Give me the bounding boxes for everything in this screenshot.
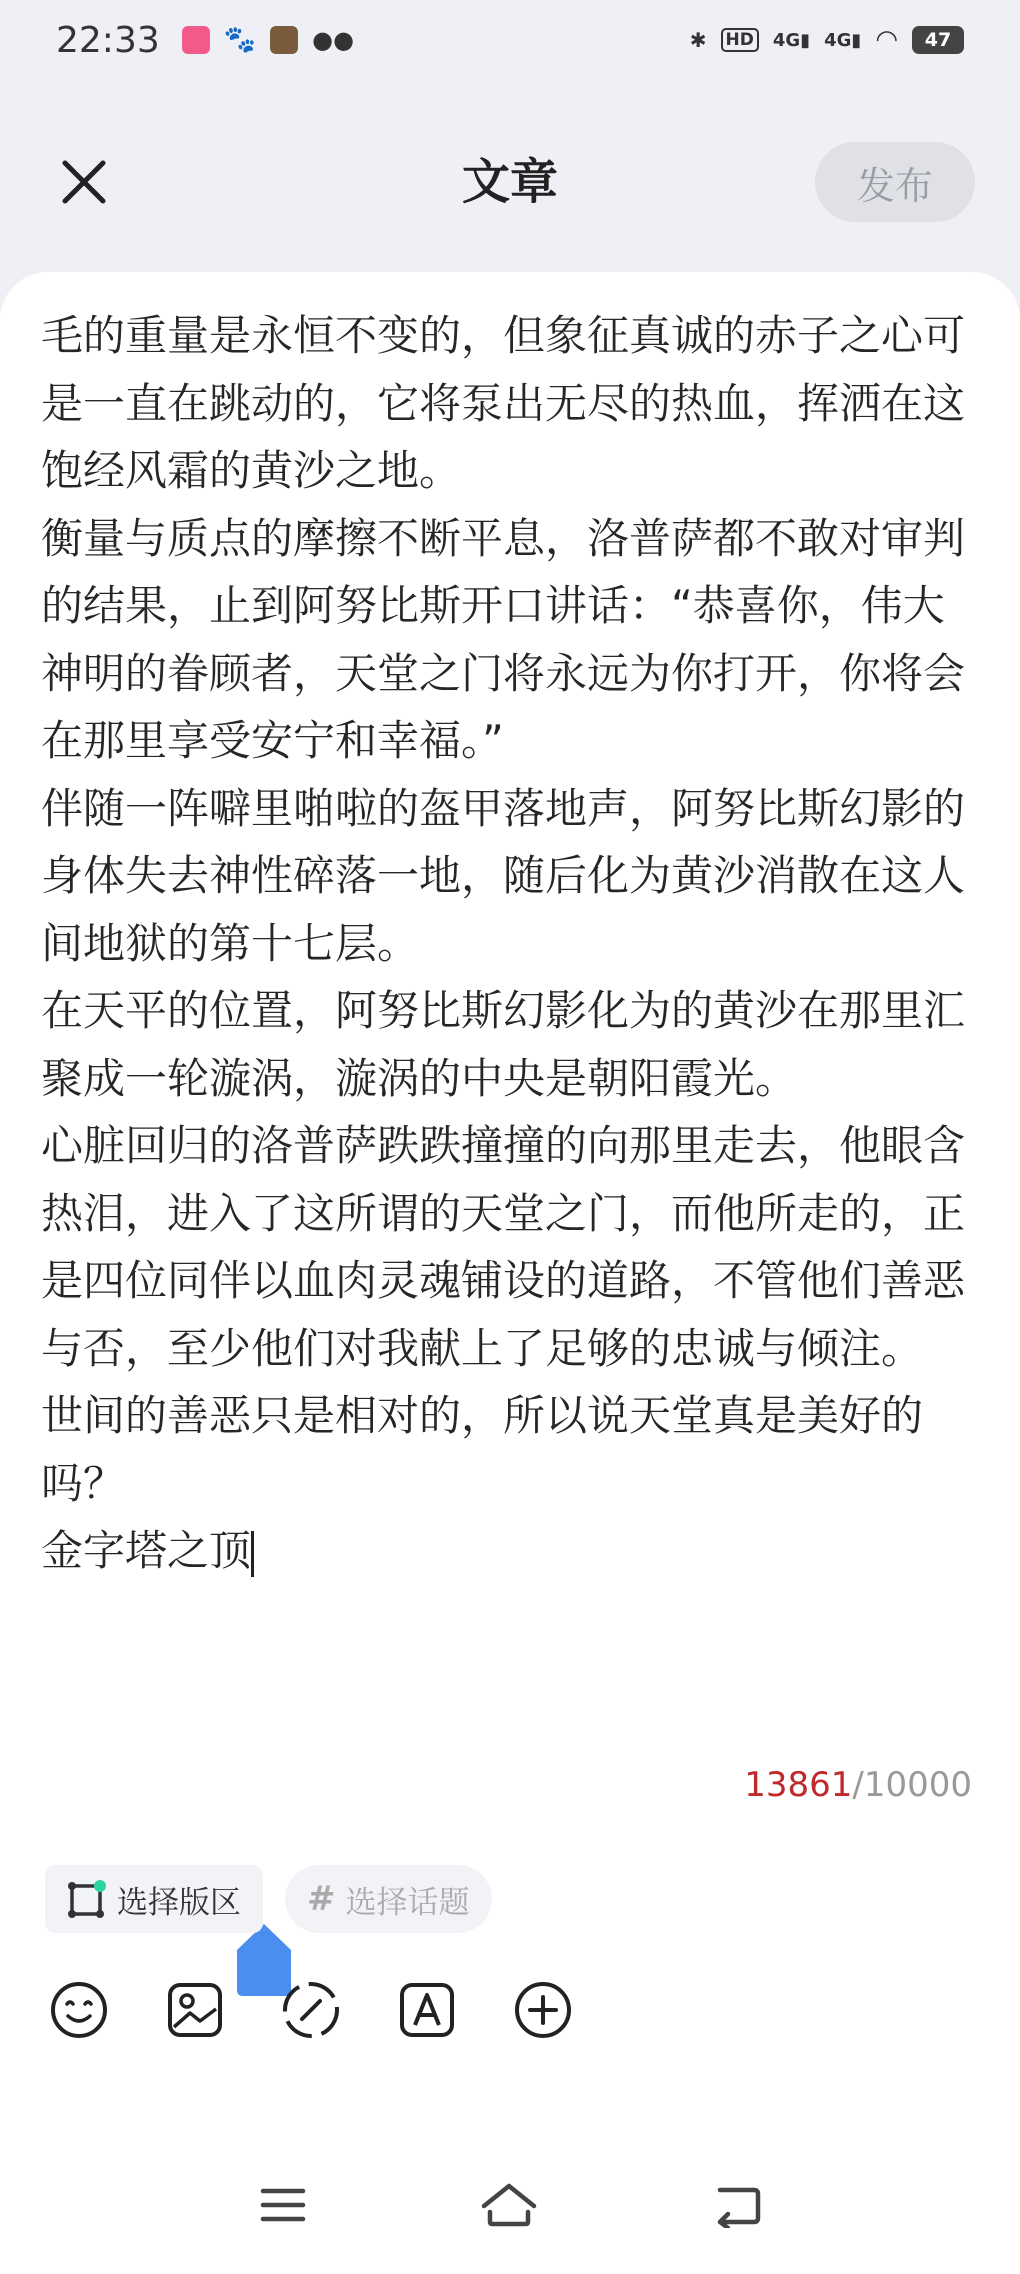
select-topic-label: 选择话题 (345, 1884, 470, 1921)
word-count-current: 13861 (744, 1765, 853, 1805)
status-app-icons (182, 25, 354, 55)
page-title: 文章 (461, 154, 558, 210)
more-button[interactable] (512, 1979, 574, 2041)
paragraph: 伴随一阵噼里啪啦的盔甲落地声，阿努比斯幻影的身体失去神性碎落一地，随后化为黄沙消散在这人间地狱的第十七层。 (41, 783, 966, 968)
editor-card (0, 272, 1020, 2274)
hd-icon: HD (721, 28, 759, 52)
battery-icon: 47 (912, 26, 964, 54)
wechat-icon: ●● (312, 26, 355, 54)
select-section-button[interactable] (45, 1865, 263, 1933)
app-icon-pink (182, 26, 210, 54)
home-icon (480, 2182, 538, 2228)
emoji-button[interactable] (48, 1979, 110, 2041)
status-bar (0, 0, 1020, 80)
plus-circle-icon (514, 1981, 572, 2039)
app-icon-game (270, 26, 298, 54)
article-editor[interactable] (41, 302, 981, 1585)
paragraph: 心脏回归的洛普萨跌跌撞撞的向那里走去，他眼含热泪，进入了这所谓的天堂之门，而他所走的，正是四位同伴以血肉灵魂铺设的道路，不管他们善恶与否，至少他们对我献上了足够的忠诚与倾注。 (41, 1121, 966, 1373)
select-section-label: 选择版区 (117, 1884, 241, 1921)
status-time: 22:33 (56, 19, 160, 61)
paragraph-last: 金字塔之顶 (41, 1517, 981, 1585)
status-indicators (690, 25, 964, 55)
menu-nav-button[interactable] (248, 2170, 318, 2240)
image-button[interactable] (164, 1979, 226, 2041)
image-icon (166, 1981, 224, 2039)
link-button[interactable] (280, 1979, 342, 2041)
signal-icon-1: 4G▮ (772, 29, 811, 51)
paragraph: 在天平的位置，阿努比斯幻影化为的黄沙在那里汇聚成一轮漩涡，漩涡的中央是朝阳霞光。 (41, 986, 966, 1103)
wifi-icon: ◠ (875, 25, 898, 55)
top-bar (0, 110, 1020, 250)
select-topic-button[interactable] (285, 1865, 492, 1933)
home-nav-button[interactable] (474, 2170, 544, 2240)
system-nav-bar (0, 2170, 1020, 2250)
editor-toolbar (48, 1979, 574, 2041)
word-count-max: /10000 (852, 1765, 972, 1805)
paw-icon: 🐾 (223, 25, 257, 55)
signal-icon-2: 4G▮ (824, 29, 862, 51)
text-cursor (251, 1531, 254, 1577)
hash-icon: # (307, 1879, 336, 1919)
link-icon (282, 1981, 340, 2039)
word-counter (744, 1765, 972, 1805)
paragraph: 世间的善恶只是相对的，所以说天堂真是美好的吗？ (41, 1391, 924, 1508)
paragraph: 毛的重量是永恒不变的，但象征真诚的赤子之心可是一直在跳动的，它将泵出无尽的热血，挥洒在这饱经风霜的黄沙之地。 (41, 311, 966, 495)
back-icon (712, 2182, 762, 2228)
emoji-icon (50, 1981, 108, 2039)
paragraph: 衡量与质点的摩擦不断平息，洛普萨都不敢对审判的结果，止到阿努比斯开口讲话：“恭喜你，伟大神明的眷顾者，天堂之门将永远为你打开，你将会在那里享受安宁和幸福。” (41, 513, 966, 765)
back-nav-button[interactable] (702, 2170, 772, 2240)
publish-button[interactable]: 发布 (815, 142, 975, 222)
section-icon (67, 1879, 107, 1919)
menu-icon (260, 2185, 306, 2225)
text-style-button[interactable] (396, 1979, 458, 2041)
text-format-icon (398, 1981, 456, 2039)
chip-row (45, 1865, 492, 1933)
bluetooth-icon: ✱ (689, 28, 707, 52)
